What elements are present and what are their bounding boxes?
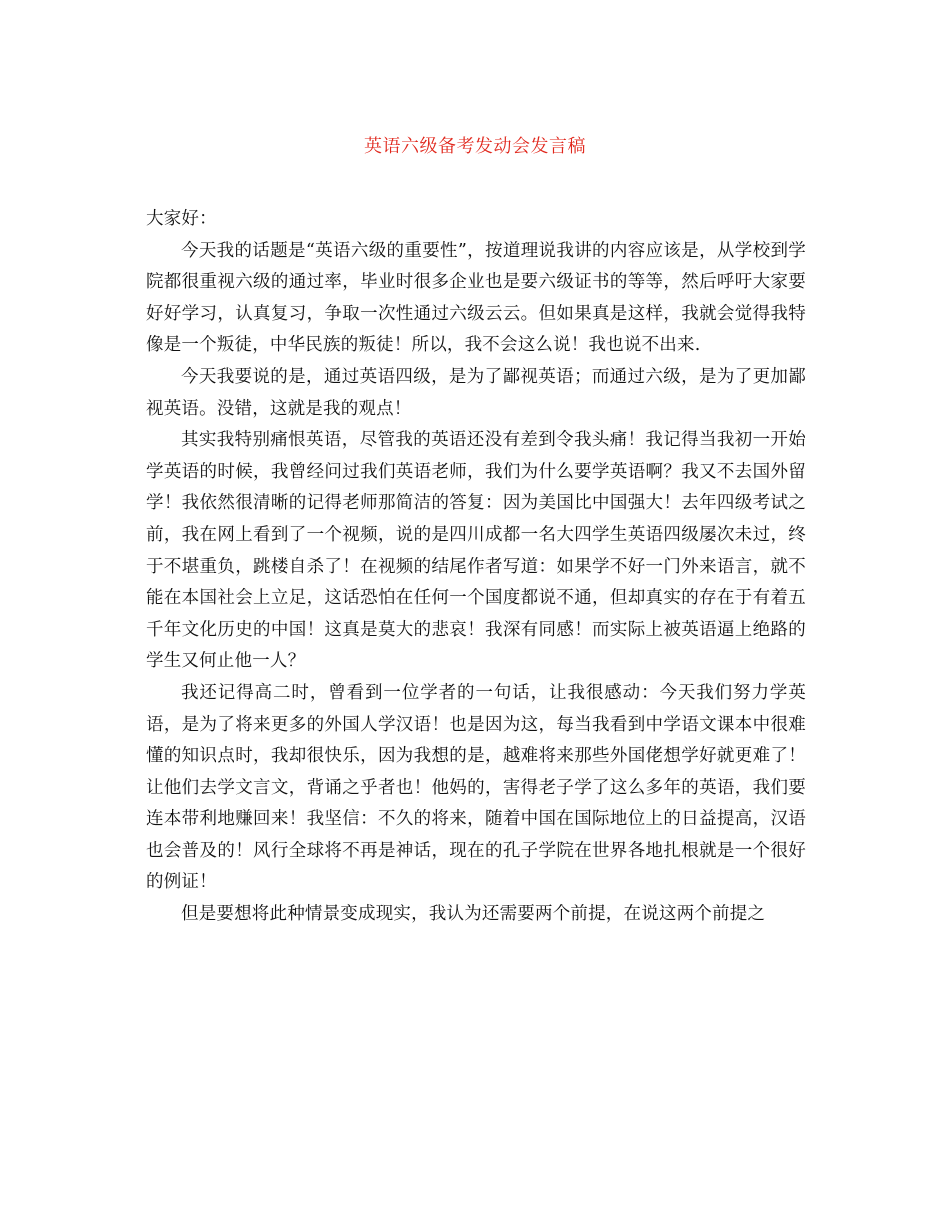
paragraph-3: 其实我特别痛恨英语，尽管我的英语还没有差到令我头痛！我记得当我初一开始学英语的时候，我曾经问过我们英语老师，我们为什么要学英语啊？我又不去国外留学！我依然很清晰的记得老师那简洁的答复：因为美国比中国强大！去年四级考试之前，我在网上看到了一个视频，说的是四川成都一名大四学生英语四级屡次未过，终于不堪重负，跳楼自杀了！在视频的结尾作者写道：如果学不好一门外来语言，就不能在本国社会上立足，这话恐怕在任何一个国度都说不通，但却真实的存在于有着五千年文化历史的中国！这真是莫大的悲哀！我深有同感！而实际上被英语逼上绝路的学生又何止他一人？ bbox=[146, 430, 806, 672]
greeting: 大家好： bbox=[146, 209, 217, 229]
paragraph-1: 今天我的话题是“英语六级的重要性”，按道理说我讲的内容应该是，从学校到学院都很重视六级的通过率，毕业时很多企业也是要六级证书的等等，然后呼吁大家要好好学习，认真复习，争取一次性通过六级云云。但如果真是这样，我就会觉得我特像是一个叛徒，中华民族的叛徒！所以，我不会这么说！我也说不出来. bbox=[146, 240, 806, 356]
paragraph-5: 但是要想将此种情景变成现实，我认为还需要两个前提，在说这两个前提之 bbox=[181, 904, 766, 925]
document-body bbox=[146, 204, 806, 931]
paragraph-2: 今天我要说的是，通过英语四级，是为了鄙视英语；而通过六级，是为了更加鄙视英语。没错，这就是我的观点！ bbox=[146, 366, 806, 419]
paragraph-4: 我还记得高二时，曾看到一位学者的一句话，让我很感动：今天我们努力学英语，是为了将来更多的外国人学汉语！也是因为这，每当我看到中学语文课本中很难懂的知识点时，我却很快乐，因为我想的是，越难将来那些外国佬想学好就更难了！让他们去学文言文，背诵之乎者也！他妈的，害得老子学了这么多年的英语，我们要连本带利地赚回来！我坚信：不久的将来，随着中国在国际地位上的日益提高，汉语也会普及的！风行全球将不再是神话，现在的孔子学院在世界各地扎根就是一个很好的例证！ bbox=[146, 682, 806, 893]
document-title: 英语六级备考发动会发言稿 bbox=[364, 136, 586, 157]
